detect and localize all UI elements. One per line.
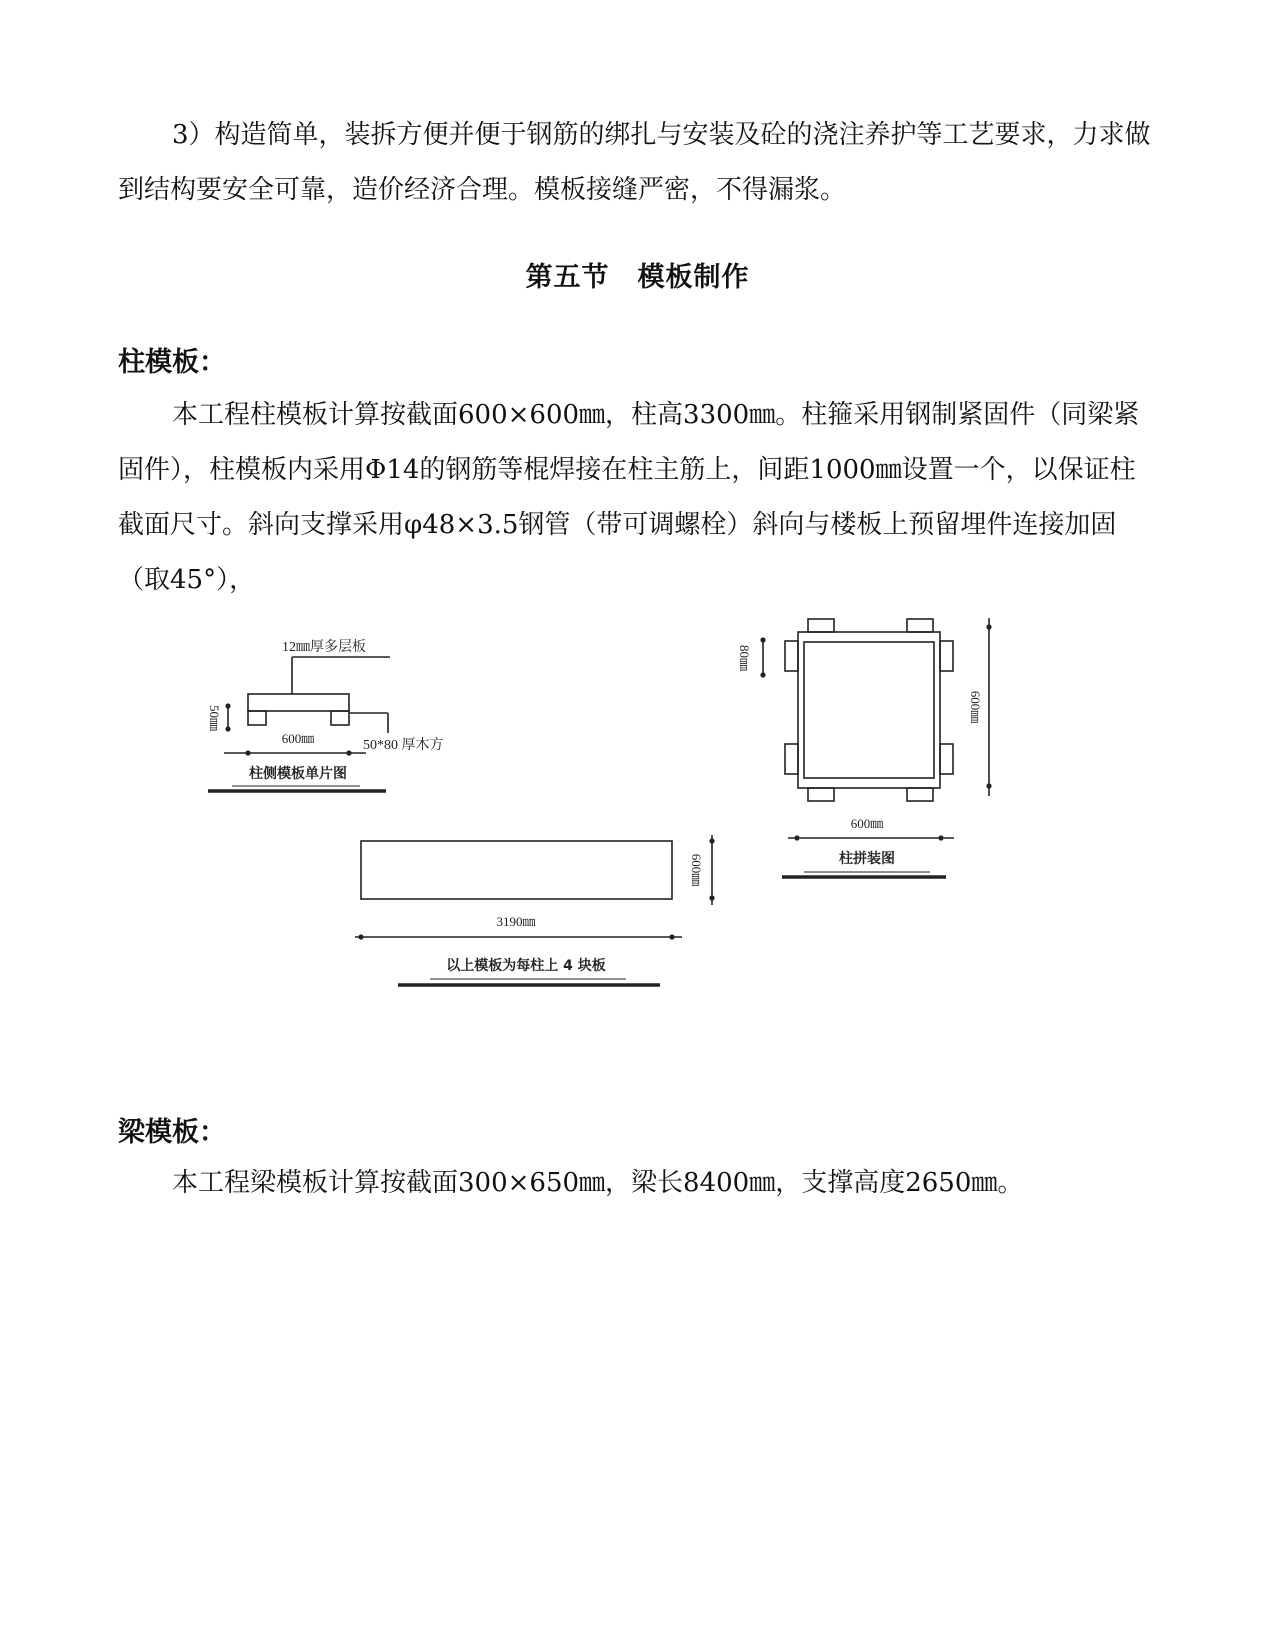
dim-dot	[986, 783, 991, 788]
dim-dot	[225, 703, 230, 708]
column-assembly-drawing	[737, 618, 992, 877]
clamp	[808, 619, 834, 632]
section-title: 第五节 模板制作	[525, 262, 750, 293]
width-label: 600㎜	[281, 731, 315, 746]
clamp	[907, 788, 933, 801]
plywood-board	[248, 694, 349, 711]
clamp	[940, 641, 953, 671]
bottom-label: 600㎜	[850, 816, 884, 831]
clamp	[940, 744, 953, 774]
intro-paragraph: 3）构造简单，装拆方便并便于钢筋的绑扎与安装及砼的浇注养护等工艺要求，力求做到结构要安全可靠，造价经济合理。模板接缝严密，不得漏浆。	[118, 120, 1151, 205]
assembly-outer	[798, 632, 940, 788]
dim-dot	[760, 672, 765, 677]
dim-dot	[794, 835, 799, 840]
clamp	[907, 619, 933, 632]
clamp	[785, 641, 798, 671]
beam-formwork-paragraph: 本工程梁模板计算按截面300×650㎜，梁长8400㎜，支撑高度2650㎜。	[172, 1168, 1024, 1198]
dim-dot	[709, 895, 714, 900]
clamp-label: 80㎜	[737, 644, 752, 672]
length-label: 3190㎜	[496, 914, 536, 929]
timber-label: 50*80 厚木方	[363, 738, 444, 753]
clamp	[785, 744, 798, 774]
dim-dot	[938, 835, 943, 840]
side-label: 600㎜	[968, 690, 983, 724]
dim-dot	[245, 750, 250, 755]
long-panel-height-label: 600㎜	[689, 853, 704, 887]
dim-dot	[669, 934, 674, 939]
plywood-label: 12㎜厚多层板	[282, 640, 366, 655]
dim-dot	[986, 624, 991, 629]
column-formwork-paragraph: 本工程柱模板计算按截面600×600㎜，柱高3300㎜。柱箍采用钢制紧固件（同梁紧固件），柱模板内采用Φ14的钢筋等棍焊接在柱主筋上，间距1000㎜设置一个，以保证柱截面尺寸。斜向支撑采用φ48×3.5钢管（带可调螺栓）斜向与楼板上预留埋件连接加固（取45°），	[118, 400, 1140, 595]
dim-dot	[358, 934, 363, 939]
assembly-inner	[804, 642, 934, 778]
side-panel-drawing	[207, 638, 444, 791]
assembly-caption: 柱拼装图	[839, 851, 895, 867]
long-panel	[361, 841, 672, 899]
side-panel-caption: 柱侧模板单片图	[249, 766, 347, 782]
height-label: 50㎜	[207, 704, 222, 732]
dim-dot	[225, 726, 230, 731]
beam-formwork-heading: 梁模板：	[118, 1117, 226, 1148]
timber-right	[331, 711, 349, 725]
dim-dot	[760, 637, 765, 642]
column-formwork-heading: 柱模板：	[118, 347, 226, 378]
long-panel-caption: 以上模板为每柱上 4 块板	[446, 958, 606, 974]
clamp	[808, 788, 834, 801]
timber-left	[248, 711, 266, 725]
dim-dot	[709, 838, 714, 843]
dim-dot	[346, 750, 351, 755]
long-panel-drawing	[355, 835, 715, 985]
